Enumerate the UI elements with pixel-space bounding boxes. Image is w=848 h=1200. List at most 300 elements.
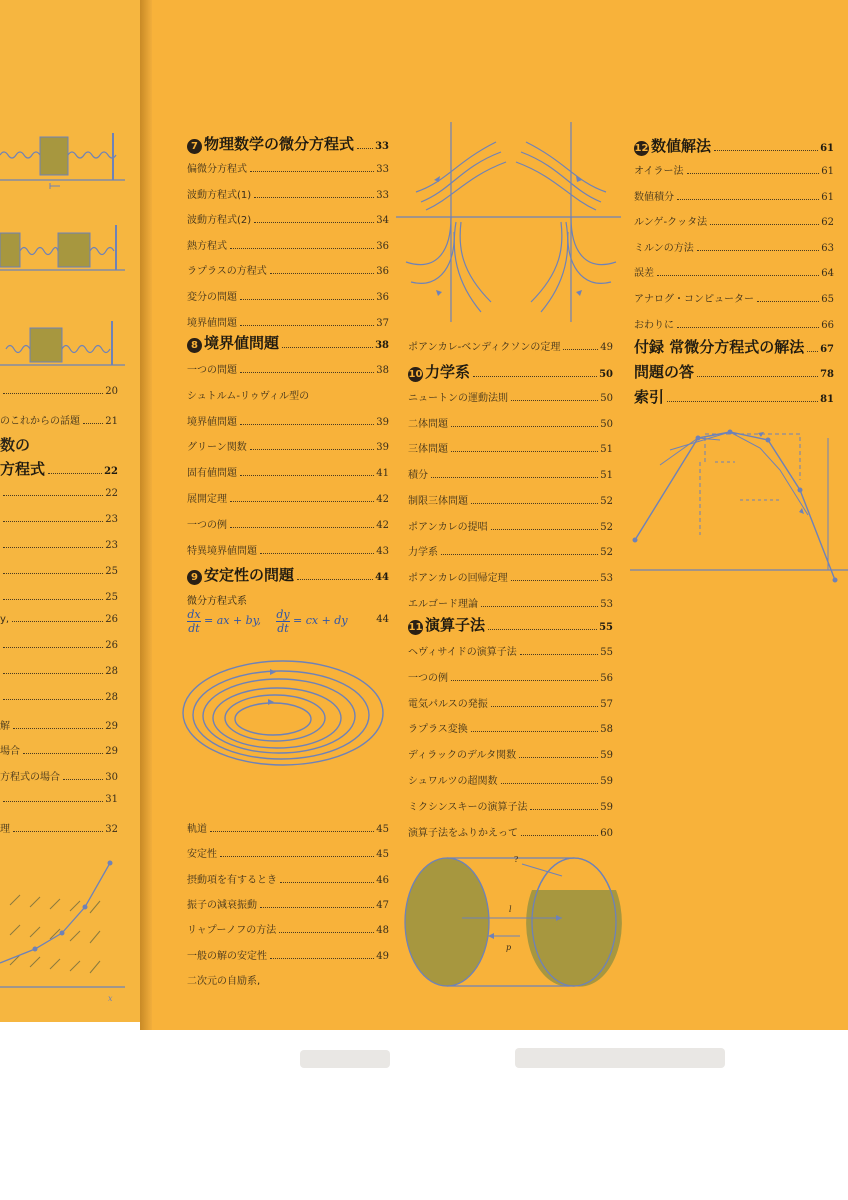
toc-entry-label: アナログ・コンピューター (634, 294, 754, 305)
toc-entry-label: 場合 (0, 746, 20, 757)
toc-entry-label: ラプラスの方程式 (187, 266, 267, 278)
toc-entry-label: エルゴード理論 (408, 598, 478, 610)
chapter-title: 演算子法 (425, 616, 486, 634)
leader-dots (757, 301, 819, 302)
appendix-heading[interactable] (634, 361, 834, 382)
toc-entry[interactable] (408, 643, 613, 658)
page-number: 49 (376, 950, 389, 962)
left-toc-entry[interactable] (0, 768, 118, 783)
toc-entry-label: ポアンカレの提唱 (408, 521, 488, 533)
toc-entry-label: 一つの例 (187, 519, 227, 531)
page-number: 33 (376, 164, 389, 175)
fig-label-mid: l (509, 905, 512, 914)
leader-dots (3, 521, 103, 522)
toc-entry[interactable] (408, 569, 613, 584)
page-number: 36 (376, 240, 389, 252)
leader-dots (481, 606, 598, 607)
fig-label-top: ? (514, 855, 519, 864)
page-number: 23 (105, 514, 118, 525)
page-number: 34 (376, 215, 389, 227)
page-number: 25 (105, 592, 118, 603)
leader-dots (230, 248, 374, 249)
leader-dots (240, 325, 374, 326)
chapter-number-badge: 12 (634, 143, 649, 154)
toc-entry-label: 展開定理 (187, 494, 227, 505)
toc-entry-label: ニュートンの運動法則 (408, 393, 508, 404)
toc-entry-label: 波動方程式(1) (187, 189, 252, 201)
toc-entry-label: 解 (0, 721, 10, 732)
left-toc-entry[interactable] (0, 666, 118, 677)
toc-entry-label: シュワルツの超関数 (408, 776, 498, 787)
toc-entry-label: 境界値問題 (187, 416, 237, 428)
page-number: 67 (820, 344, 834, 355)
formula-rhs-2: = cx + dy (293, 614, 348, 627)
toc-entry-label: ルンゲ-クッタ法 (634, 217, 708, 229)
leader-dots (12, 621, 103, 622)
toc-entry[interactable] (187, 361, 389, 376)
leader-dots (3, 673, 103, 674)
page-number: 48 (376, 925, 389, 937)
leader-dots (297, 579, 373, 580)
leader-dots (710, 224, 819, 225)
leader-dots (240, 299, 374, 300)
page-number: 20 (105, 386, 118, 397)
leader-dots (511, 580, 599, 581)
leader-dots (240, 372, 374, 373)
direction-field-plot (0, 845, 135, 1015)
page-number: 32 (105, 824, 118, 835)
toc-entry-label: 三体問題 (408, 444, 448, 456)
leader-dots (441, 554, 598, 555)
toc-entry-label: 軌道 (187, 824, 207, 835)
leader-dots (3, 599, 103, 600)
toc-entry-label: 振子の減衰振動 (187, 899, 257, 911)
chapter-title: 安定性の問題 (204, 566, 295, 584)
page-number: 45 (376, 849, 389, 861)
chapter-number-badge: 11 (408, 622, 423, 633)
leader-dots (250, 171, 374, 172)
toc-entry[interactable] (187, 288, 389, 303)
left-toc-entry[interactable] (0, 514, 118, 525)
page-number: 59 (600, 750, 613, 762)
toc-entry-label: ミルンの方法 (634, 242, 694, 254)
toc-entry-label: ポアンカレの回帰定理 (408, 572, 508, 584)
left-toc-entry[interactable] (0, 692, 118, 703)
leader-dots (3, 547, 103, 548)
page-number: 81 (820, 394, 834, 405)
toc-entry-label: 方程式の場合 (0, 772, 60, 783)
toc-entry-label: 安定性 (187, 849, 217, 861)
chapter-7-heading[interactable] (187, 133, 389, 154)
page-number: 57 (600, 698, 613, 710)
page-number: 33 (376, 189, 389, 201)
leader-dots (677, 327, 819, 328)
toc-entry[interactable] (187, 464, 389, 479)
toc-entry-label: 一つの例 (408, 672, 448, 684)
book-gutter (140, 0, 152, 1030)
page-number: 52 (600, 521, 613, 533)
chapter-12-heading[interactable] (634, 135, 834, 156)
leader-dots (501, 783, 599, 784)
left-toc-entry[interactable] (0, 412, 118, 427)
toc-entry-label: 波動方程式(2) (187, 215, 252, 227)
toc-entry-label: 演算子法をふりかえって (408, 827, 518, 839)
toc-entry-label: 理 (0, 824, 10, 835)
bleed-through-mark (515, 1048, 725, 1068)
toc-entry[interactable] (408, 389, 613, 404)
page-number: 30 (105, 772, 118, 783)
leader-dots (687, 173, 820, 174)
toc-entry[interactable] (408, 415, 613, 430)
page-number: 61 (821, 166, 834, 177)
toc-entry-label: 変分の問題 (187, 292, 237, 303)
toc-entry[interactable] (408, 746, 613, 761)
chapter-title: 付録 常微分方程式の解法 (634, 338, 805, 356)
left-toc-entry[interactable] (0, 458, 118, 479)
page-number: 46 (376, 874, 389, 886)
leader-dots (511, 400, 598, 401)
page-number: 42 (376, 494, 389, 505)
toc-entry[interactable] (634, 316, 834, 331)
toc-entry-label: 偏微分方程式 (187, 164, 247, 175)
toc-entry[interactable] (408, 720, 613, 735)
chapter-title: 物理数学の微分方程式 (204, 135, 355, 153)
left-toc-entry[interactable] (0, 614, 118, 625)
page-number: 59 (600, 776, 613, 787)
formula-rhs-1: = ax + by, (204, 614, 261, 627)
equation-system-label: 微分方程式系 (187, 596, 247, 607)
toc-entry-label: 方程式 (0, 460, 46, 478)
leader-dots (13, 831, 103, 832)
page-number: 41 (376, 468, 389, 480)
leader-dots (471, 731, 599, 732)
left-toc-entry[interactable] (0, 540, 118, 551)
page-number: 55 (600, 647, 613, 658)
page-number: 63 (821, 242, 834, 254)
toc-entry[interactable] (408, 798, 613, 813)
toc-entry[interactable] (187, 438, 389, 453)
leader-dots (697, 376, 818, 377)
toc-entry-label: 積分 (408, 470, 428, 482)
leader-dots (254, 222, 374, 223)
page-number: 50 (600, 393, 613, 404)
page-number: 36 (376, 266, 389, 278)
page-number: 66 (821, 319, 834, 331)
toc-entry-label: 特異境界値問題 (187, 545, 257, 557)
toc-entry[interactable] (187, 947, 389, 962)
toc-entry[interactable] (408, 695, 613, 710)
toc-entry-label: ラプラス変換 (408, 724, 468, 736)
leader-dots (210, 831, 374, 832)
toc-entry-label: ミクシンスキーの演算子法 (408, 801, 528, 813)
bleed-through-mark (300, 1050, 390, 1068)
leader-dots (282, 347, 373, 348)
leader-dots (530, 809, 598, 810)
leader-dots (83, 423, 103, 424)
toc-entry-label: 力学系 (408, 547, 438, 559)
toc-entry[interactable] (187, 972, 389, 987)
leader-dots (491, 706, 599, 707)
page-number: 37 (376, 317, 389, 329)
toc-entry-label: y, (0, 614, 10, 625)
page-number: 51 (600, 470, 613, 482)
leader-dots (519, 757, 598, 758)
leader-dots (48, 473, 102, 474)
toc-entry-label: 数値積分 (634, 191, 674, 203)
chapter-number-badge: 9 (187, 570, 202, 585)
leader-dots (3, 699, 103, 700)
leader-dots (521, 835, 598, 836)
leader-dots (280, 882, 374, 883)
page-number: 44 (375, 572, 389, 583)
toc-entry[interactable] (408, 669, 613, 684)
toc-entry[interactable] (187, 896, 389, 911)
plot-axis-label: x (108, 994, 113, 1003)
page-number: 26 (105, 614, 118, 625)
toc-entry-label: 熱方程式 (187, 240, 227, 252)
toc-entry[interactable] (187, 921, 389, 936)
toc-entry[interactable] (187, 845, 389, 860)
saddle-trajectory-figure (396, 122, 621, 322)
toc-entry[interactable] (634, 290, 834, 305)
leader-dots (230, 501, 374, 502)
chapter-title: 境界値問題 (204, 334, 280, 352)
page-number: 26 (105, 640, 118, 651)
toc-entry[interactable] (408, 595, 613, 610)
numerical-method-figure (630, 420, 848, 600)
chapter-title: 問題の答 (634, 363, 695, 381)
page-number: 61 (820, 143, 834, 154)
toc-entry-label: 一般の解の安定性 (187, 950, 267, 962)
leader-dots (23, 753, 103, 754)
page-number: 22 (105, 488, 118, 499)
chapter-title: 数値解法 (651, 137, 712, 155)
toc-entry-label: 二体問題 (408, 418, 448, 430)
toc-entry[interactable] (187, 387, 389, 402)
left-toc-entry[interactable] (0, 820, 118, 835)
toc-entry[interactable] (634, 188, 834, 203)
chapter-11-heading[interactable] (408, 614, 613, 635)
formula-row (187, 608, 389, 634)
page-number: 55 (599, 622, 613, 633)
toc-entry[interactable] (634, 162, 834, 177)
page-number: 78 (820, 369, 834, 380)
page-number: 38 (375, 340, 389, 351)
leader-dots (254, 197, 374, 198)
formula-page-number: 44 (376, 614, 389, 625)
dx-numerator: dx (187, 608, 201, 621)
left-heading-fragment: 数の (0, 436, 31, 454)
leader-dots (63, 779, 103, 780)
page-number: 21 (105, 416, 118, 427)
toc-entry-label: 二次元の自励系, (187, 975, 261, 987)
leader-dots (230, 527, 374, 528)
page-number: 29 (105, 721, 118, 732)
toc-entry[interactable] (634, 213, 834, 228)
leader-dots (667, 401, 818, 402)
leader-dots (3, 393, 103, 394)
toc-entry[interactable] (187, 516, 389, 531)
page-number: 45 (376, 824, 389, 835)
leader-dots (451, 451, 598, 452)
leader-dots (451, 426, 598, 427)
chapter-title: 索引 (634, 388, 665, 406)
chapter-8-heading[interactable] (187, 332, 389, 353)
left-toc-entry[interactable] (0, 566, 118, 577)
chapter-number-badge: 7 (187, 139, 202, 154)
left-toc-entry[interactable] (0, 488, 118, 499)
left-toc-entry[interactable] (0, 640, 118, 651)
leader-dots (451, 680, 598, 681)
leader-dots (473, 376, 597, 377)
dt-denominator: dt (188, 622, 200, 635)
page-number: 60 (600, 827, 613, 839)
toc-entry[interactable] (187, 820, 389, 835)
leader-dots (807, 351, 818, 352)
toc-entry-label: 電気パルスの発振 (408, 698, 488, 710)
page-number: 43 (376, 545, 389, 557)
toc-entry-label: 一つの問題 (187, 365, 237, 376)
toc-entry[interactable] (187, 871, 389, 886)
appendix-heading[interactable] (634, 386, 834, 407)
toc-entry[interactable] (408, 772, 613, 787)
toc-entry-label: シュトルム-リゥヴィル型の (187, 390, 310, 402)
leader-dots (491, 529, 599, 530)
page-number: 23 (105, 540, 118, 551)
fig-label-low: p (506, 943, 512, 952)
leader-dots (260, 553, 374, 554)
page-number: 50 (599, 369, 613, 380)
toc-entry-label: オイラー法 (634, 166, 684, 177)
toc-entry-label: 固有値問題 (187, 468, 237, 480)
leader-dots (520, 654, 599, 655)
toc-entry-label: おわりに (634, 319, 674, 331)
page-number: 25 (105, 566, 118, 577)
chapter-10-heading[interactable] (408, 361, 613, 382)
page-number: 56 (600, 672, 613, 684)
leader-dots (260, 907, 374, 908)
left-toc-entry[interactable] (0, 742, 118, 757)
toc-entry-label: 摂動項を有するとき (187, 874, 277, 886)
toc-entry[interactable] (634, 264, 834, 279)
page-number: 47 (376, 899, 389, 911)
page-number: 22 (104, 466, 118, 477)
page-number: 28 (105, 692, 118, 703)
page-number: 33 (375, 141, 389, 152)
toc-entry[interactable] (187, 413, 389, 428)
leader-dots (250, 449, 374, 450)
toc-entry[interactable] (187, 542, 389, 557)
page-number: 61 (821, 191, 834, 203)
toc-entry[interactable] (408, 338, 613, 353)
toc-entry-label: リャプーノフの方法 (187, 925, 277, 937)
page-number: 39 (376, 416, 389, 428)
leader-dots (13, 728, 103, 729)
leader-dots (697, 250, 820, 251)
page-number: 58 (600, 724, 613, 736)
leader-dots (240, 475, 374, 476)
chapter-number-badge: 10 (408, 369, 423, 380)
orbit-spiral-figure (178, 655, 393, 805)
leader-dots (431, 477, 598, 478)
leader-dots (3, 573, 103, 574)
toc-entry[interactable] (408, 543, 613, 558)
toc-entry-label: 制限三体問題 (408, 495, 468, 507)
leader-dots (270, 958, 374, 959)
leader-dots (240, 424, 374, 425)
toc-entry[interactable] (187, 186, 389, 201)
toc-entry[interactable] (187, 211, 389, 226)
page-number: 53 (600, 598, 613, 610)
left-toc-entry[interactable] (0, 386, 118, 397)
toc-entry[interactable] (408, 440, 613, 455)
page-number: 59 (600, 801, 613, 813)
toc-entry-label: ポアンカレ-ベンディクソンの定理 (408, 342, 561, 353)
dy-numerator: dy (276, 608, 290, 621)
left-toc-entry[interactable] (0, 794, 118, 805)
page-number: 52 (600, 495, 613, 507)
left-toc-entry[interactable] (0, 592, 118, 603)
leader-dots (3, 801, 103, 802)
page-number: 28 (105, 666, 118, 677)
chapter-number-badge: 8 (187, 338, 202, 353)
leader-dots (220, 856, 374, 857)
page-number: 51 (600, 444, 613, 456)
leader-dots (471, 503, 598, 504)
leader-dots (657, 275, 819, 276)
page-number: 39 (376, 442, 389, 454)
page-number: 64 (821, 268, 834, 280)
page-number: 50 (600, 418, 613, 430)
dt-denominator-2: dt (277, 622, 289, 635)
toc-entry[interactable] (187, 314, 389, 329)
toc-entry-label: グリーン関数 (187, 442, 247, 454)
chapter-title: 力学系 (425, 363, 471, 381)
toc-entry[interactable] (408, 492, 613, 507)
page-number: 31 (105, 794, 118, 805)
page-number: 65 (821, 294, 834, 305)
toc-entry[interactable] (408, 466, 613, 481)
toc-entry[interactable] (187, 237, 389, 252)
toc-entry-label: 境界値問題 (187, 317, 237, 329)
toc-entry[interactable] (187, 490, 389, 505)
toc-entry-label: ディラックのデルタ関数 (408, 750, 517, 762)
leader-dots (270, 273, 375, 274)
toc-entry-label: ヘヴィサイドの演算子法 (408, 647, 517, 658)
leader-dots (279, 932, 374, 933)
toc-entry-label: 誤差 (634, 268, 654, 280)
leader-dots (563, 349, 598, 350)
page-number: 29 (105, 746, 118, 757)
appendix-heading[interactable] (634, 336, 834, 357)
page-number: 36 (376, 292, 389, 303)
toc-entry[interactable] (408, 824, 613, 839)
left-toc-entry[interactable] (0, 717, 118, 732)
page-number: 42 (376, 519, 389, 531)
page-number: 62 (821, 217, 834, 229)
toc-entry[interactable] (408, 518, 613, 533)
cylinder-figure (402, 852, 624, 990)
toc-entry-label: のこれからの話題 (0, 416, 80, 427)
leader-dots (714, 150, 818, 151)
leader-dots (677, 199, 819, 200)
leader-dots (488, 629, 597, 630)
toc-entry[interactable] (187, 160, 389, 175)
toc-entry[interactable] (187, 262, 389, 277)
chapter-9-heading[interactable] (187, 564, 389, 585)
page-number: 38 (376, 365, 389, 376)
toc-entry[interactable] (634, 239, 834, 254)
